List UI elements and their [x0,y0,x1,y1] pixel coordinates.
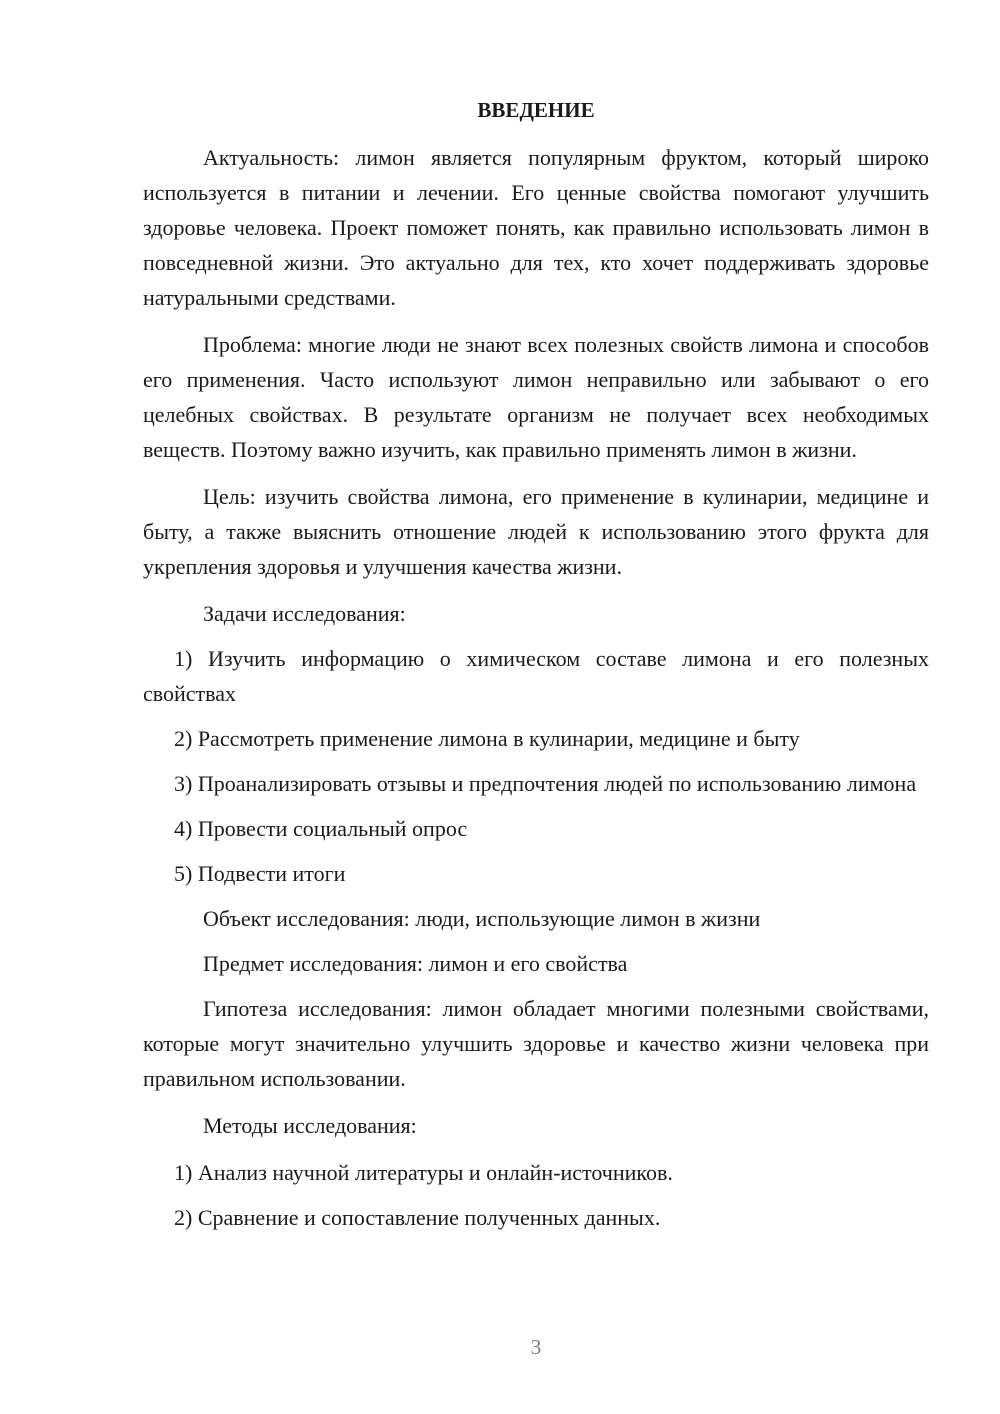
object-paragraph: Объект исследования: люди, использующие лимон в жизни [203,906,761,931]
page-number: 3 [530,1335,542,1359]
method-item-1: 1) Анализ научной литературы и онлайн-источников. [174,1160,673,1185]
section-heading: ВВЕДЕНИЕ [477,98,595,122]
methods-title: Методы исследования: [203,1113,417,1138]
task-item-1: 1) Изучить информацию о химическом составе лимона и его полезных свойствах [143,646,929,706]
task-item-4: 4) Провести социальный опрос [174,816,468,841]
tasks-title: Задачи исследования: [203,601,406,626]
subject-paragraph: Предмет исследования: лимон и его свойства [203,951,628,976]
method-item-2: 2) Сравнение и сопоставление полученных данных. [174,1205,661,1230]
task-item-3: 3) Проанализировать отзывы и предпочтения людей по использованию лимона [174,771,917,796]
goal-paragraph: Цель: изучить свойства лимона, его применение в кулинарии, медицине и быту, а также выяснить отношение людей к использованию этого фрукта для укрепления здоровья и улучшения качества жизни. [143,484,929,579]
relevance-paragraph: Актуальность: лимон является популярным фруктом, который широко используется в питании и лечении. Его ценные свойства помогают улучшить здоровье человека. Проект поможет понять, как правильно использовать лимон в повседневной жизни. Это актуально для тех, кто хочет поддерживать здоровье натуральными средствами. [143,145,929,310]
task-item-5: 5) Подвести итоги [174,861,346,886]
page-content [143,93,929,1235]
problem-paragraph: Проблема: многие люди не знают всех полезных свойств лимона и способов его применения. Часто используют лимон неправильно или забывают о его целебных свойствах. В результате организм не получает всех необходимых веществ. Поэтому важно изучить, как правильно применять лимон в жизни. [143,332,929,462]
hypothesis-paragraph: Гипотеза исследования: лимон обладает многими полезными свойствами, которые могут значительно улучшить здоровье и качество жизни человека при правильном использовании. [143,996,929,1091]
task-item-2: 2) Рассмотреть применение лимона в кулинарии, медицине и быту [174,726,800,751]
